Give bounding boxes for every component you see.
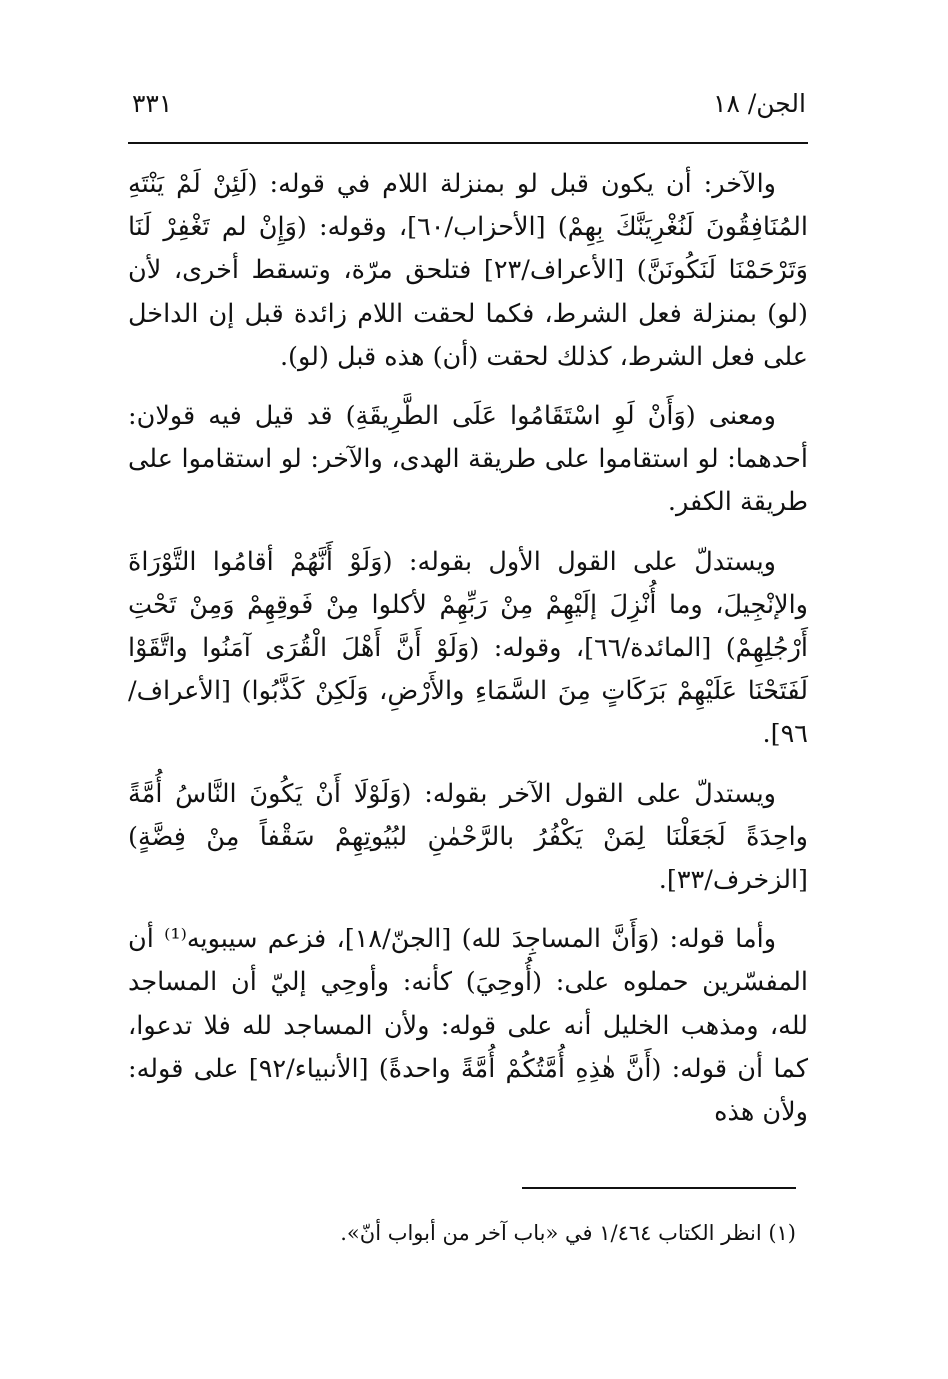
paragraph: ويستدلّ على القول الآخر بقوله: (وَلَوْلَا أَنْ يَكُونَ النَّاسُ أُمَّةً واحِدَةً لَجَعَلْنَا لِمَنْ يَكْفُرُ بالرَّحْمٰنِ لبُيُوتِهِمْ سَقْفاً مِنْ فِضَّةٍ) [الزخرف/٣٣].: [128, 778, 808, 896]
paragraph: وأما قوله: (وَأَنَّ المساجِدَ لله) [الجنّ/١٨]، فزعم سيبويه⁽¹⁾ أن المفسّرين حملوه على: (أُوحِيَ) كأنه: وأوحِي إليّ أن المساجد لله، ومذهب الخليل أنه على قوله: ولأن المساجد لله فلا تدعوا، كما أن قوله: (أَنَّ هٰذِهِ أُمَّتُكُمْ أُمَّةً واحدةً) [الأنبياء/٩٢] على قوله: ولأن هذه: [128, 924, 808, 1128]
page-header: [128, 88, 806, 128]
footnote: (١) انظر الكتاب ١/٤٦٤ في «باب آخر من أبواب أنّ».: [340, 1221, 796, 1245]
running-head: الجن/ ١٨: [713, 89, 806, 118]
paragraph: ويستدلّ على القول الأول بقوله: (وَلَوْ أَنَّهُمْ أقامُوا التَّوْرَاةَ والإنْجِيلَ، وما أُنْزِلَ إلَيْهِمْ مِنْ رَبِّهِمْ لأكلوا مِنْ فَوقِهِمْ وَمِنْ تَحْتِ أَرْجُلِهِمْ) [المائدة/٦٦]، وقوله: (وَلَوْ أَنَّ أَهْلَ الْقُرَى آمَنُوا واتَّقَوْا لَفَتَحْنَا عَلَيْهِمْ بَرَكَاتٍ مِنَ السَّمَاءِ والأَرْضِ، وَلَكِنْ كَذَّبُوا) [الأعراف/ ٩٦].: [128, 546, 809, 750]
footnote-rule: [522, 1187, 796, 1189]
main-text: [128, 163, 808, 1150]
paragraph: ومعنى (وَأَنْ لَوِ اسْتَقَامُوا عَلَى الطَّرِيقَةِ) قد قيل فيه قولان: أحدهما: لو استقاموا على طريقة الهدى، والآخر: لو استقاموا على طريقة الكفر.: [128, 401, 808, 518]
page-number: ٣٣١: [132, 89, 173, 118]
header-rule: [128, 142, 808, 144]
paragraph: والآخر: أن يكون قبل لو بمنزلة اللام في قوله: (لَئِنْ لَمْ يَنْتَهِ المُنَافِقُونَ لَنُغْرِيَنَّكَ بِهِمْ) [الأحزاب/٦٠]، وقوله: (وَإِنْ لم تَغْفِرْ لَنَا وَتَرْحَمْنَا لَنَكُونَنَّ) [الأعراف/٢٣] فتلحق مرّة، وتسقط أخرى، لأن (لو) بمنزلة فعل الشرط، فكما لحقت اللام زائدة قبل إن الداخل على فعل الشرط، كذلك لحقت (أن) هذه قبل (لو).: [128, 169, 808, 372]
